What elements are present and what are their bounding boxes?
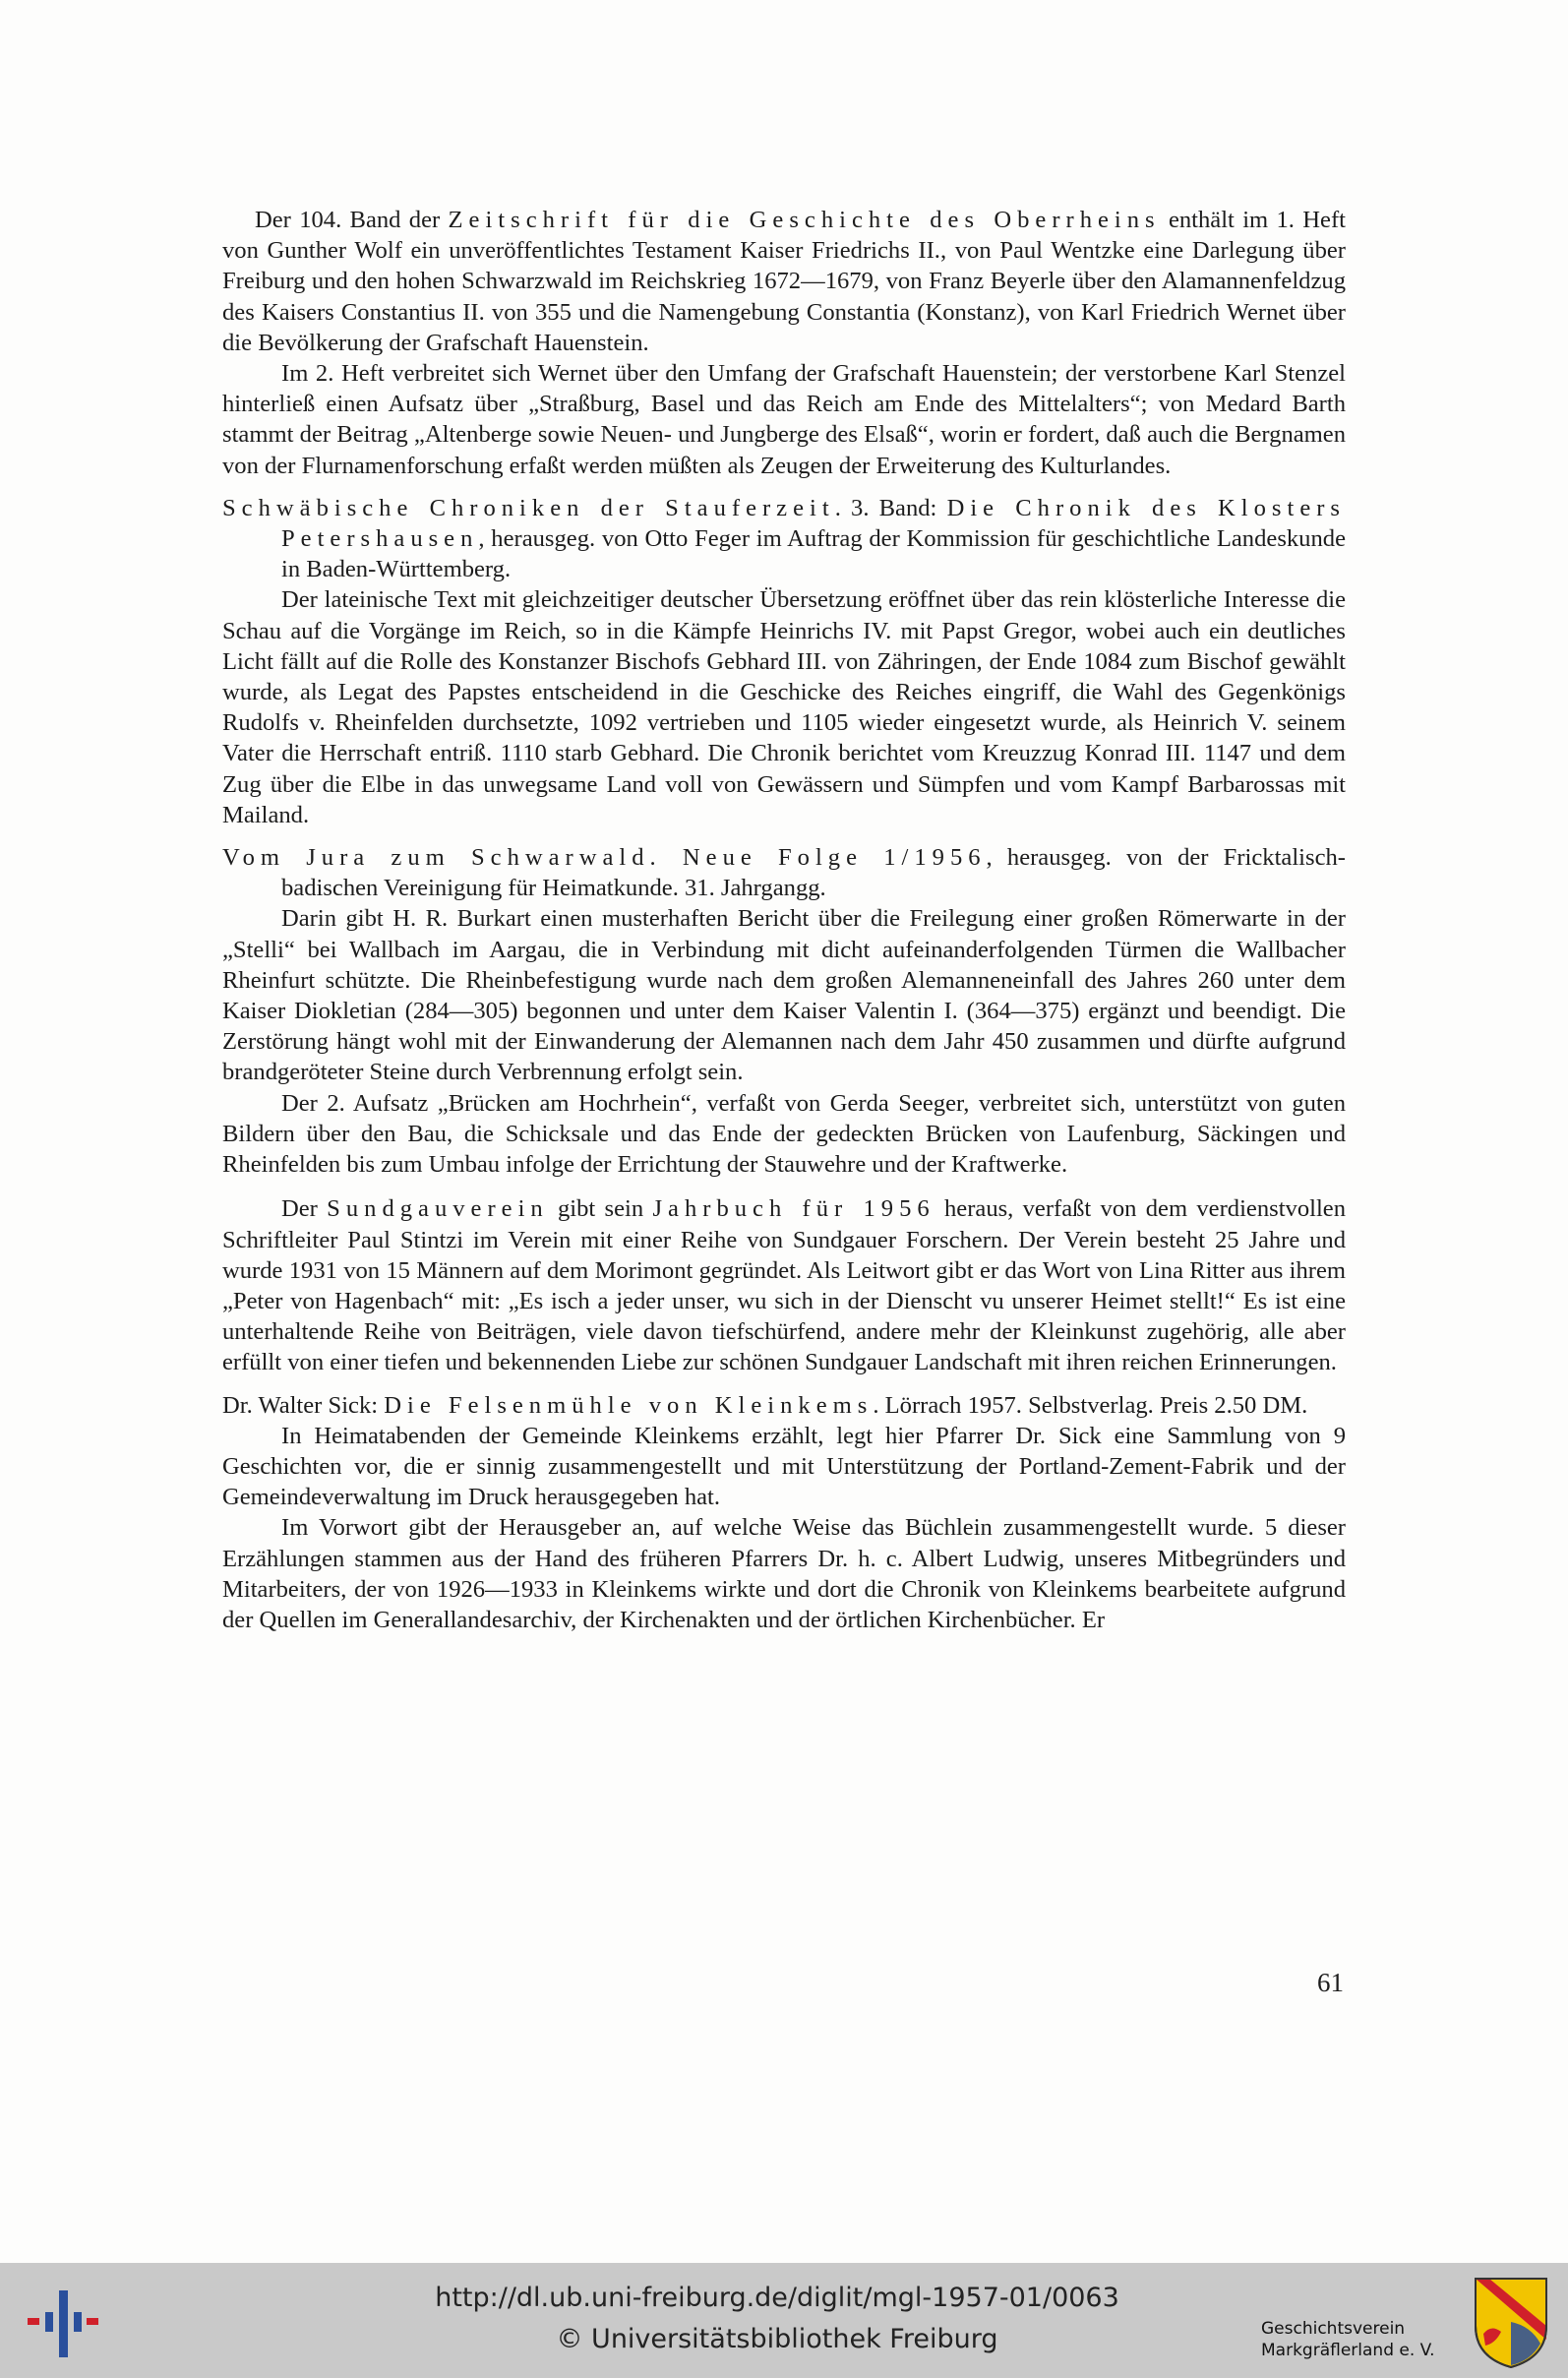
text-run: . Lörrach 1957. Selbstverlag. Preis 2.50 DM. <box>873 1391 1308 1419</box>
text-run: Der 104. Band der <box>255 207 449 233</box>
paragraph <box>222 1421 1346 1513</box>
text-run: Im 2. Heft verbreitet sich Wernet über den Umfang der Grafschaft Hauenstein; der verstorbene Karl Stenzel hinterließ einen Aufsatz über „Straßburg, Basel und das Reich am Ende des Mittelalters“; von Medard Barth stammt der Beitrag „Altenberge sowie Neuen- und Jungberge des Elsaß“, worin er fordert, daß auch die Bergnamen von der Flurnamenforschung erfaßt werden müßten als Zeugen der Erweiterung des Kulturlandes. <box>222 360 1346 479</box>
paragraph <box>222 358 1346 481</box>
page-number: 61 <box>1317 1968 1344 1997</box>
text-run: In Heimatabenden der Gemeinde Kleinkems erzählt, legt hier Pfarrer Dr. Sick eine Sammlung von 9 Geschichten vor, die er sinnig zusammengestellt und mit Unterstützung der Portland-Zement-Fabrik und der Gemeindeverwaltung im Druck herausgegeben hat. <box>222 1422 1346 1511</box>
society-name-line2: Markgräflerland e. V. <box>1261 2341 1435 2360</box>
paragraph <box>222 903 1346 1087</box>
text-run: Im Vorwort gibt der Herausgeber an, auf welche Weise das Büchlein zusammengestellt wurde. 5 dieser Erzählungen stammen aus der Hand des früheren Pfarrers Dr. h. c. Albert Ludwig, unseres Mitbegründers und Mitarbeiters, der von 1926—1933 in Kleinkems wirkte und dort die Chronik von Kleinkems bearbeitete aufgrund der Quellen im Generallandesarchiv, der Kirchenakten und der örtlichen Kirchenbücher. Er <box>222 1514 1346 1633</box>
society-name <box>1261 2318 1468 2361</box>
text-run: , herausgeg. von Otto Feger im Auftrag der Kommission für geschichtliche Landeskunde in Baden-Württemberg. <box>281 525 1346 583</box>
text-run: Der lateinische Text mit gleichzeitiger deutscher Übersetzung eröffnet über das rein klösterliche Interesse die Schau auf die Vorgänge im Reich, so in die Kämpfe Heinrichs IV. mit Papst Gregor, wobei auch ein deutliches Licht fällt auf die Rolle des Konstanzer Bischofs Gebhard III. von Zähringen, der Ende 1084 zum Bischof gewählt wurde, als Legat des Papstes entscheidend in die Geschicke des Reiches eingriff, die Wahl des Gegenkönigs Rudolfs v. Rheinfelden durchsetzte, 1092 vertrieben und 1105 wieder eingesetzt wurde, als Heinrich V. seinem Vater die Herrschaft entriß. 1110 starb Gebhard. Die Chronik berichtet vom Kreuzzug Konrad III. 1147 und dem Zug über die Elbe in das unwegsame Land voll von Gewässern und Sümpfen und vom Kampf Barbarossas mit Mailand. <box>222 586 1346 828</box>
paragraph <box>222 1512 1346 1635</box>
text-run: Darin gibt H. R. Burkart einen musterhaften Bericht über die Freilegung einer großen Römerwarte in der „Stelli“ bei Wallbach im Aargau, die in Verbindung mit dicht aufeinanderfolgenden Türmen die Wallbacher Rheinfurt schützte. Die Rheinbefestigung wurde nach dem großen Alemanneneinfall des Jahres 260 unter dem Kaiser Diokletian (284—305) begonnen und unter dem Kaiser Valentin I. (364—375) ergänzt und beendigt. Die Zerstörung hängt wohl mit der Einwanderung der Alemannen nach dem Jahr 450 zusammen und dürfte aufgrund brandgeröteter Steine durch Verbrennung erfolgt sein. <box>222 905 1346 1086</box>
text-run: enthält im 1. Heft von Gunther Wolf ein unveröffentlichtes Testament Kaiser Friedrichs II., von Paul Wentzke eine Darlegung über Freiburg und den hohen Schwarzwald im Reichskrieg 1672—1679, von Franz Beyerle über den Alamannenfeldzug des Kaisers Constantius II. von 355 und die Namengebung Constantia (Konstanz), von Karl Friedrich Wernet über die Bevölkerung der Grafschaft Hauenstein. <box>222 207 1346 356</box>
source-url-link[interactable]: http://dl.ub.uni-freiburg.de/diglit/mgl-1957-01/0063 <box>435 2283 1119 2313</box>
text-run: . 3. Band: <box>834 494 947 521</box>
spaced-title: Schwäbische Chroniken der Stauferzeit <box>222 494 835 521</box>
text-run: gibt sein <box>548 1195 653 1223</box>
spaced-title: Die Felsenmühle von Kleinkems <box>384 1391 874 1419</box>
bibliography-entry <box>222 1390 1346 1421</box>
spaced-title: Vom Jura zum Schwarwald. Neue Folge 1/1956 <box>222 844 987 872</box>
text-run: heraus, verfaßt von dem verdienstvollen Schriftleiter Paul Stintzi im Verein mit einer Reihe von Sundgauer Forschern. Der Verein besteht 25 Jahre und wurde 1931 von 15 Männern auf dem Morimont gegründet. Als Leitwort gibt er das Wort von Lina Ritter aus ihrem „Peter von Hagenbach“ mit: „Es isch a jeder unser, wu sich in der Dienscht vu unserer Heimet stellt!“ Es ist eine unterhaltende Reihe von Beiträgen, viele davon tiefschürfend, andere mehr der Kleinkunst zugehörig, alle aber erfüllt von einer tiefen und bekennenden Liebe zur schönen Sundgauer Landschaft mit ihren reichen Erinnerungen. <box>222 1195 1346 1376</box>
text-run: , herausgeg. von der Fricktalisch-badischen Vereinigung für Heimatkunde. 31. Jahrgangg. <box>281 844 1346 902</box>
text-run: Der <box>281 1195 328 1223</box>
spaced-title: Jahrbuch für 1956 <box>652 1195 935 1223</box>
paragraph <box>222 1088 1346 1181</box>
viewer-footer <box>0 2263 1568 2378</box>
coat-of-arms-icon <box>1472 2275 1550 2369</box>
ub-freiburg-logo-icon <box>28 2283 96 2361</box>
paragraph <box>222 1193 1346 1377</box>
bibliography-entry <box>222 493 1346 585</box>
paragraph <box>222 584 1346 830</box>
society-name-line1: Geschichtsverein <box>1261 2319 1406 2339</box>
spaced-title: Die Chronik des Klosters Petershausen <box>281 494 1346 553</box>
text-run: Der 2. Aufsatz „Brücken am Hochrhein“, verfaßt von Gerda Seeger, verbreitet sich, unterstützt von guten Bildern über den Bau, die Schicksale und das Ende der gedeckten Brücken von Laufenburg, Säckingen und Rheinfelden bis zum Umbau infolge der Errichtung der Stauwehre und der Kraftwerke. <box>222 1089 1346 1179</box>
spaced-title: Sundgauverein <box>327 1195 549 1223</box>
article-body <box>222 205 1346 1635</box>
copyright-notice: © Universitätsbibliothek Freiburg <box>556 2324 998 2354</box>
text-run: Dr. Walter Sick: <box>222 1391 385 1419</box>
spaced-title: Zeitschrift für die Geschichte des Oberrheins <box>448 207 1161 233</box>
paragraph <box>222 205 1346 358</box>
bibliography-entry <box>222 842 1346 903</box>
